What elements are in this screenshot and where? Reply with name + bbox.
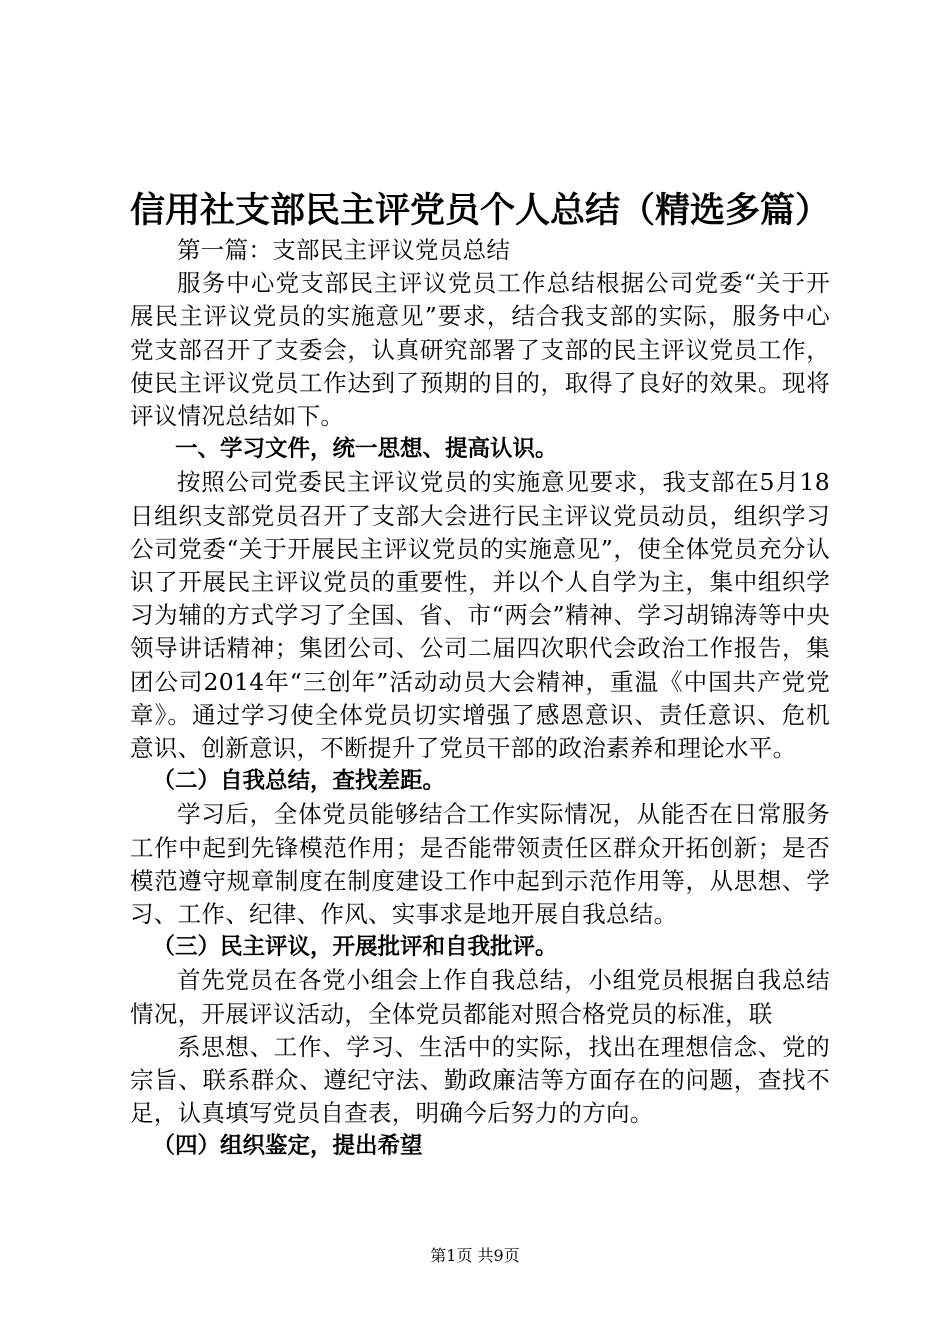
intro-paragraph: 服务中心党支部民主评议党员工作总结根据公司党委“关于开展民主评议党员的实施意见”要求，结合我支部的实际，服务中心党支部召开了支委会，认真研究部署了支部的民主评议党员工作，使民主评议党员工作达到了预期的目的，取得了良好的效果。现将评议情况总结如下。 <box>130 269 830 431</box>
paragraph-self-summary: 学习后，全体党员能够结合工作实际情况，从能否在日常服务工作中起到先锋模范作用；是否能带领责任区群众开拓创新；是否模范遵守规章制度在制度建设工作中起到示范作用等，从思想、学习、工作、纪律、作风、实事求是地开展自我总结。 <box>130 800 830 929</box>
heading-democratic-review: （三）民主评议，开展批评和自我批评。 <box>152 934 558 961</box>
heading-study-documents: 一、学习文件，统一思想、提高认识。 <box>175 436 558 463</box>
document-title: 信用社支部民主评党员个人总结（精选多篇） <box>130 191 831 231</box>
paragraph-study: 按照公司党委民主评议党员的实施意见要求，我支部在5月18日组织支部党员召开了支部大会进行民主评议党员动员，组织学习公司党委“关于开展民主评议党员的实施意见”，使全体党员充分认识了开展民主评议党员的重要性，并以个人自学为主，集中组织学习为辅的方式学习了全国、省、市“两会”精神、学习胡锦涛等中央领导讲话精神；集团公司、公司二届四次职代会政治工作报告，集团公司2014年“三创年”活动动员大会精神，重温《中国共产党党章》。通过学习使全体党员切实增强了感恩意识、责任意识、危机意识、创新意识，不断提升了党员干部的政治素养和理论水平。 <box>130 468 830 763</box>
heading-organization-appraisal: （四）组织鉴定，提出希望 <box>152 1133 423 1160</box>
section-label: 第一篇：支部民主评议党员总结 <box>177 236 511 264</box>
document-body <box>130 186 830 1164</box>
heading-self-summary: （二）自我总结，查找差距。 <box>152 768 446 795</box>
paragraph-democratic-review-part1: 首先党员在各党小组会上作自我总结，小组党员根据自我总结情况，开展评议活动，全体党员都能对照合格党员的标准，联 <box>130 966 830 1028</box>
paragraph-democratic-review-part2: 系思想、工作、学习、生活中的实际，找出在理想信念、党的宗旨、联系群众、遵纪守法、勤政廉洁等方面存在的问题，查找不足，认真填写党员自查表，明确今后努力的方向。 <box>130 1032 830 1128</box>
page-number-footer: 第1页 共9页 <box>430 1246 520 1265</box>
